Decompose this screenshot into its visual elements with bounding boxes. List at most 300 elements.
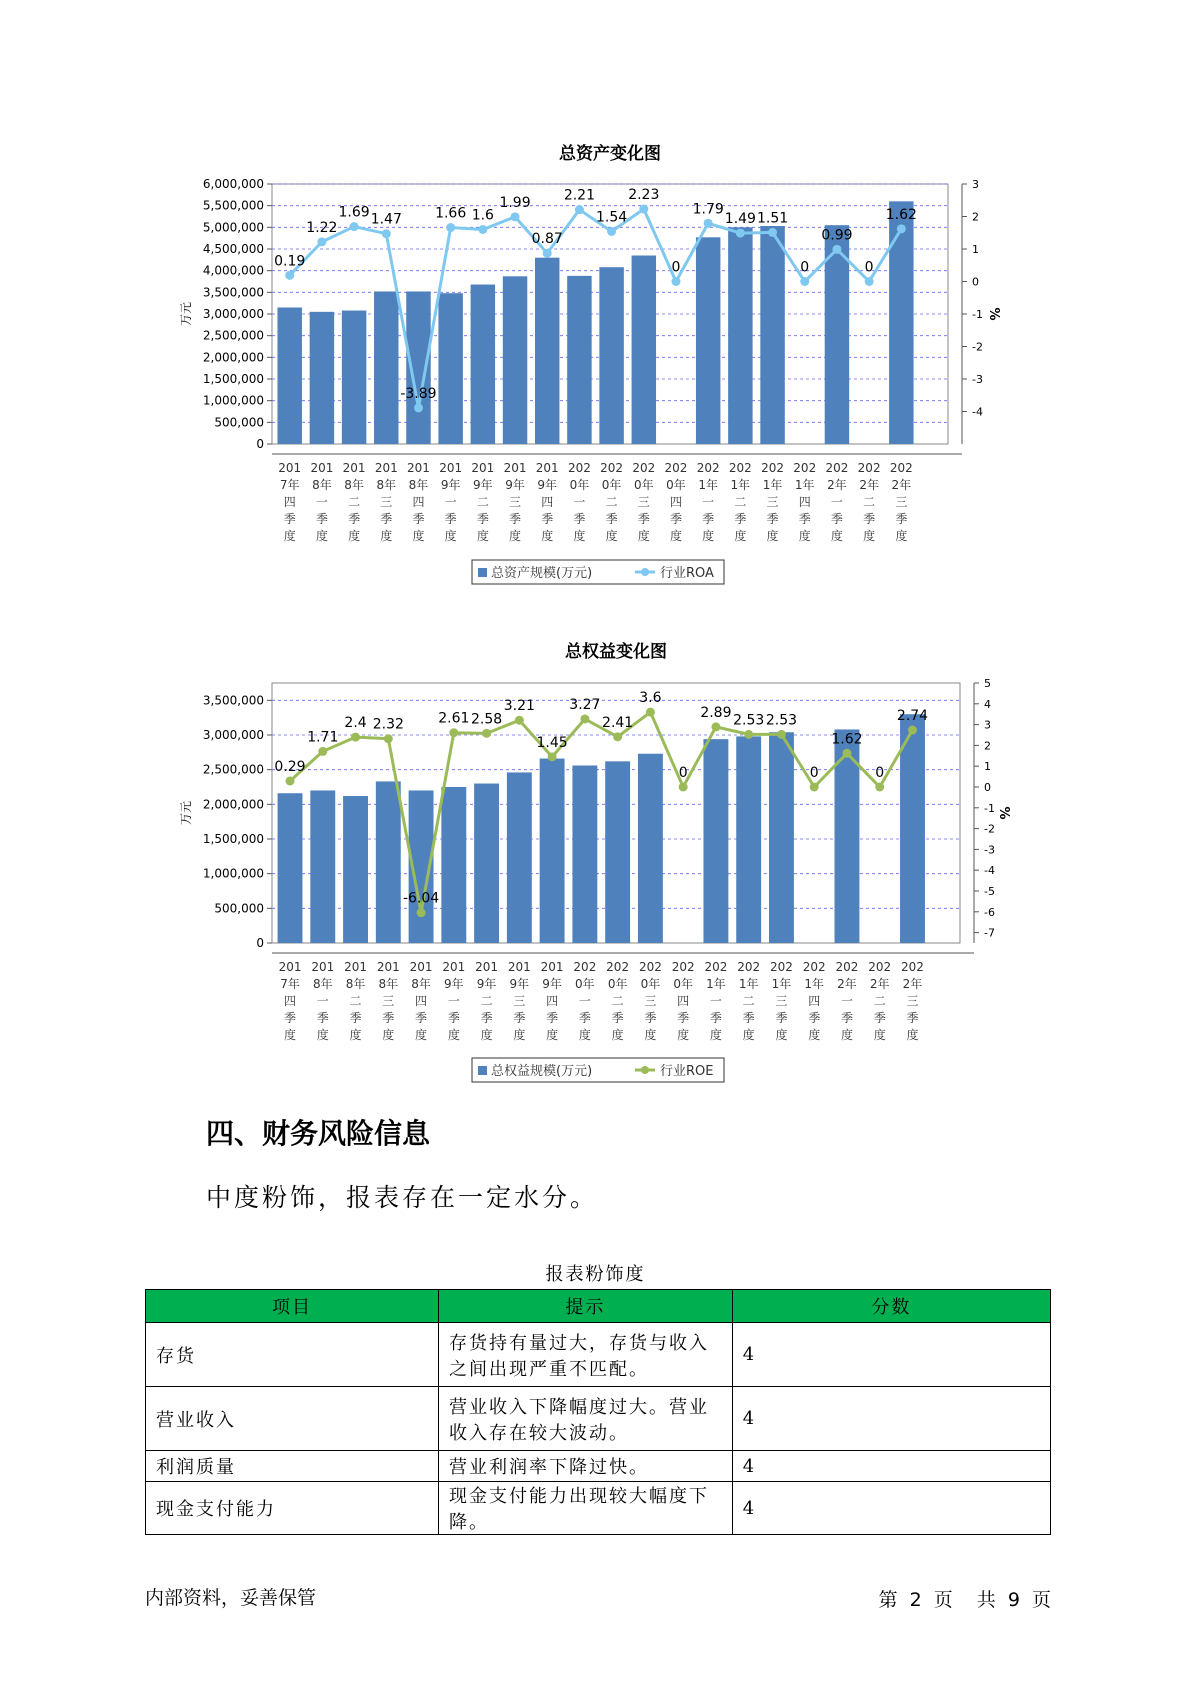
x-tick-label: 度 bbox=[775, 1028, 788, 1042]
bar bbox=[310, 790, 335, 943]
x-tick-label: 季 bbox=[677, 1011, 690, 1025]
x-tick-label: 四 bbox=[284, 994, 297, 1008]
x-tick-label: 0年 bbox=[569, 478, 590, 492]
x-tick-label: 度 bbox=[605, 529, 618, 543]
line-point bbox=[842, 749, 851, 758]
header-hint: 提示 bbox=[439, 1290, 733, 1323]
y2-tick-label: 0 bbox=[984, 781, 991, 794]
x-tick-label: 季 bbox=[873, 1011, 886, 1025]
chart-title: 总资产变化图 bbox=[559, 144, 661, 164]
y2-tick-label: -4 bbox=[972, 405, 983, 419]
data-label: 1.69 bbox=[338, 204, 370, 221]
y-tick-label: 1,500,000 bbox=[202, 372, 264, 386]
data-label: 1.22 bbox=[306, 219, 338, 236]
x-tick-label: 四 bbox=[669, 495, 682, 509]
x-tick-label: 度 bbox=[573, 529, 586, 543]
x-tick-label: 7年 bbox=[279, 478, 300, 492]
data-label: 2.41 bbox=[602, 714, 634, 731]
x-tick-label: 季 bbox=[605, 512, 618, 526]
table-row bbox=[146, 1387, 1051, 1451]
line-point bbox=[417, 908, 426, 917]
x-tick-label: 季 bbox=[895, 512, 908, 526]
y2-tick-label: 5 bbox=[984, 677, 991, 690]
y-tick-label: 3,500,000 bbox=[202, 285, 264, 300]
line-point bbox=[865, 277, 874, 286]
data-label: 1.99 bbox=[499, 194, 531, 211]
x-tick-label: 2年 bbox=[869, 977, 890, 991]
bar bbox=[438, 293, 462, 444]
y2-tick-label: -6 bbox=[984, 905, 995, 919]
x-tick-label: 三 bbox=[775, 994, 788, 1008]
line-point bbox=[575, 205, 584, 214]
y-axis-label: 万元 bbox=[179, 301, 193, 327]
line-point bbox=[711, 722, 720, 731]
data-label: 2.23 bbox=[628, 187, 660, 204]
table-row bbox=[146, 1482, 1051, 1535]
x-tick-label: 度 bbox=[644, 1028, 657, 1042]
x-tick-label: 201 bbox=[311, 960, 335, 974]
bar bbox=[471, 285, 495, 444]
x-tick-label: 季 bbox=[380, 512, 393, 526]
line-point bbox=[285, 271, 294, 280]
bar bbox=[474, 784, 499, 943]
x-tick-label: 度 bbox=[578, 1028, 591, 1042]
line-point bbox=[580, 714, 589, 723]
x-tick-label: 201 bbox=[407, 461, 430, 475]
x-tick-label: 202 bbox=[857, 461, 881, 475]
line-point bbox=[768, 228, 777, 237]
data-label: 1.66 bbox=[435, 205, 467, 222]
x-tick-label: 三 bbox=[644, 994, 657, 1008]
x-tick-label: 度 bbox=[348, 529, 361, 543]
x-tick-label: 一 bbox=[840, 994, 853, 1008]
data-label: 2.61 bbox=[438, 710, 470, 727]
x-tick-label: 四 bbox=[798, 495, 811, 509]
y2-tick-label: 1 bbox=[972, 243, 979, 256]
data-label: 0 bbox=[875, 765, 885, 781]
x-tick-label: 度 bbox=[316, 1028, 329, 1042]
data-label: 0 bbox=[678, 765, 688, 781]
x-tick-label: 9年 bbox=[476, 977, 497, 991]
data-label: 0.29 bbox=[274, 758, 306, 775]
x-tick-label: 四 bbox=[546, 994, 559, 1008]
total-unit: 页 bbox=[1031, 1589, 1051, 1611]
x-tick-label: 202 bbox=[696, 461, 720, 475]
line-point bbox=[897, 224, 906, 233]
x-tick-label: 202 bbox=[704, 960, 728, 974]
line-point bbox=[875, 783, 884, 792]
x-tick-label: 度 bbox=[412, 529, 425, 543]
y-tick-label: 0 bbox=[256, 437, 264, 451]
x-tick-label: 201 bbox=[540, 960, 564, 974]
data-label: 3.6 bbox=[639, 690, 662, 707]
x-tick-label: 二 bbox=[605, 495, 618, 509]
x-tick-label: 8年 bbox=[408, 478, 429, 492]
x-tick-label: 四 bbox=[415, 994, 428, 1008]
x-tick-label: 二 bbox=[742, 994, 755, 1008]
line-point bbox=[646, 708, 655, 717]
line-point bbox=[515, 716, 524, 725]
x-tick-label: 度 bbox=[702, 529, 715, 543]
x-tick-label: 二 bbox=[611, 994, 624, 1008]
x-tick-label: 度 bbox=[742, 1028, 755, 1042]
data-label: 0.99 bbox=[821, 227, 853, 244]
x-tick-label: 季 bbox=[349, 1011, 362, 1025]
bar bbox=[703, 739, 728, 943]
x-tick-label: 202 bbox=[825, 461, 849, 475]
x-tick-label: 一 bbox=[709, 994, 722, 1008]
data-label: 0 bbox=[864, 259, 874, 276]
data-label: 1.79 bbox=[692, 201, 724, 218]
x-tick-label: 一 bbox=[315, 495, 328, 509]
x-tick-label: 202 bbox=[901, 960, 924, 974]
line-point bbox=[446, 223, 455, 232]
x-tick-label: 202 bbox=[761, 461, 785, 475]
bar bbox=[342, 311, 366, 444]
risk-summary: 中度粉饰，报表存在一定水分。 bbox=[206, 1183, 599, 1212]
y-tick-label: 3,000,000 bbox=[202, 307, 264, 321]
x-tick-label: 度 bbox=[444, 529, 457, 543]
x-tick-label: 一 bbox=[444, 495, 457, 509]
x-tick-label: 202 bbox=[793, 461, 817, 475]
x-tick-label: 季 bbox=[775, 1011, 788, 1025]
x-tick-label: 三 bbox=[766, 495, 779, 509]
x-tick-label: 202 bbox=[868, 960, 892, 974]
bar bbox=[376, 781, 401, 943]
y-tick-label: 1,000,000 bbox=[202, 866, 264, 881]
x-tick-label: 7年 bbox=[280, 977, 300, 991]
x-tick-label: 二 bbox=[476, 495, 489, 509]
total-equity-chart bbox=[0, 630, 1191, 1090]
x-tick-label: 度 bbox=[766, 529, 779, 543]
x-tick-label: 季 bbox=[840, 1011, 853, 1025]
bar bbox=[728, 227, 752, 444]
x-tick-label: 0年 bbox=[607, 977, 628, 991]
x-tick-label: 度 bbox=[284, 1028, 297, 1042]
row-item: 营业收入 bbox=[146, 1387, 439, 1451]
x-tick-label: 202 bbox=[728, 461, 752, 475]
line-point bbox=[908, 726, 917, 735]
y-tick-label: 4,000,000 bbox=[202, 263, 264, 278]
x-tick-label: 202 bbox=[664, 461, 688, 475]
x-tick-label: 201 bbox=[409, 960, 433, 974]
y2-tick-label: 1 bbox=[984, 760, 991, 774]
line-point bbox=[350, 222, 359, 231]
y2-tick-label: -1 bbox=[972, 308, 983, 321]
x-tick-label: 1年 bbox=[730, 478, 751, 492]
x-tick-label: 2年 bbox=[859, 478, 879, 492]
row-hint: 营业收入下降幅度过大。营业收入存在较大波动。 bbox=[439, 1387, 733, 1451]
line-point bbox=[382, 229, 391, 238]
x-tick-label: 8年 bbox=[411, 977, 431, 991]
x-tick-label: 度 bbox=[447, 1028, 460, 1042]
x-tick-label: 201 bbox=[471, 461, 495, 475]
y-tick-label: 500,000 bbox=[214, 415, 264, 430]
x-tick-label: 季 bbox=[412, 512, 425, 526]
x-tick-label: 201 bbox=[344, 960, 367, 974]
x-tick-label: 202 bbox=[737, 960, 761, 974]
x-tick-label: 201 bbox=[278, 461, 302, 475]
x-tick-label: 三 bbox=[906, 994, 919, 1008]
x-tick-label: 202 bbox=[567, 461, 591, 475]
x-tick-label: 度 bbox=[895, 529, 908, 543]
data-label: 2.89 bbox=[700, 704, 732, 721]
bar bbox=[278, 793, 303, 943]
x-tick-label: 一 bbox=[316, 994, 329, 1008]
x-tick-label: 1年 bbox=[762, 478, 783, 492]
x-tick-label: 季 bbox=[578, 1011, 591, 1025]
line-point bbox=[543, 249, 552, 258]
y-tick-label: 5,500,000 bbox=[202, 198, 264, 213]
x-tick-label: 9年 bbox=[537, 478, 558, 492]
x-tick-label: 1年 bbox=[698, 478, 719, 492]
line-point bbox=[449, 728, 458, 737]
x-tick-label: 度 bbox=[283, 529, 296, 543]
data-label: 2.53 bbox=[765, 712, 798, 729]
x-tick-label: 度 bbox=[734, 529, 747, 543]
page-prefix: 第 bbox=[878, 1589, 898, 1611]
y2-tick-label: -3 bbox=[984, 843, 995, 857]
line-point bbox=[777, 730, 786, 739]
x-tick-label: 8年 bbox=[312, 977, 333, 991]
x-tick-label: 1年 bbox=[738, 977, 759, 991]
x-tick-label: 季 bbox=[315, 512, 328, 526]
line-point bbox=[744, 730, 753, 739]
x-tick-label: 度 bbox=[541, 529, 554, 543]
x-tick-label: 二 bbox=[348, 495, 361, 509]
x-tick-label: 季 bbox=[348, 512, 361, 526]
row-hint: 营业利润率下降过快。 bbox=[439, 1451, 733, 1482]
x-tick-label: 度 bbox=[382, 1028, 395, 1042]
line-point bbox=[414, 403, 423, 412]
y2-tick-label: 0 bbox=[972, 275, 979, 289]
x-tick-label: 四 bbox=[541, 495, 554, 509]
x-tick-label: 202 bbox=[769, 960, 793, 974]
y2-tick-label: -4 bbox=[984, 864, 995, 878]
line-point bbox=[286, 776, 295, 785]
x-tick-label: 0年 bbox=[673, 977, 693, 991]
table-row bbox=[146, 1451, 1051, 1482]
page-unit: 页 bbox=[933, 1589, 953, 1611]
x-tick-label: 季 bbox=[808, 1011, 821, 1025]
x-tick-label: 度 bbox=[669, 529, 682, 543]
bar bbox=[638, 754, 663, 943]
x-tick-label: 季 bbox=[283, 512, 296, 526]
x-tick-label: 度 bbox=[315, 529, 328, 543]
table-caption: 报表粉饰度 bbox=[545, 1264, 646, 1285]
x-tick-label: 四 bbox=[283, 495, 296, 509]
y-tick-label: 3,500,000 bbox=[202, 693, 264, 708]
x-tick-label: 202 bbox=[632, 461, 656, 475]
data-label: 1.49 bbox=[724, 211, 756, 228]
x-tick-label: 季 bbox=[766, 512, 779, 526]
x-tick-label: 202 bbox=[671, 960, 695, 974]
line-point bbox=[613, 732, 622, 741]
bar bbox=[769, 732, 794, 943]
x-tick-label: 季 bbox=[669, 512, 682, 526]
line-point bbox=[482, 729, 491, 738]
legend-line-label: 行业ROE bbox=[660, 1064, 714, 1079]
x-tick-label: 9年 bbox=[505, 478, 525, 492]
data-label: 3.27 bbox=[569, 696, 601, 713]
bar bbox=[540, 759, 565, 943]
x-tick-label: 度 bbox=[509, 529, 522, 543]
x-tick-label: 201 bbox=[374, 461, 398, 475]
table-row bbox=[146, 1323, 1051, 1387]
x-tick-label: 度 bbox=[863, 529, 876, 543]
x-tick-label: 度 bbox=[840, 1028, 853, 1042]
legend-bar-swatch bbox=[478, 568, 487, 577]
x-tick-label: 9年 bbox=[473, 478, 493, 492]
x-tick-label: 度 bbox=[808, 1028, 821, 1042]
row-hint: 存货持有量过大，存货与收入之间出现严重不匹配。 bbox=[439, 1323, 733, 1387]
x-tick-label: 201 bbox=[503, 461, 527, 475]
row-score: 4 bbox=[732, 1451, 1050, 1482]
data-label: 2.32 bbox=[372, 716, 404, 733]
row-item: 存货 bbox=[146, 1323, 439, 1387]
bar bbox=[374, 291, 398, 444]
x-tick-label: 二 bbox=[349, 994, 362, 1008]
x-tick-label: 季 bbox=[509, 512, 522, 526]
x-tick-label: 2年 bbox=[837, 977, 857, 991]
y-tick-label: 1,000,000 bbox=[202, 393, 264, 408]
y-tick-label: 4,500,000 bbox=[202, 242, 264, 256]
x-tick-label: 0年 bbox=[601, 478, 622, 492]
x-tick-label: 季 bbox=[284, 1011, 297, 1025]
x-tick-label: 季 bbox=[709, 1011, 722, 1025]
legend-bar-label: 总资产规模(万元) bbox=[491, 566, 593, 581]
y-tick-label: 2,000,000 bbox=[202, 797, 264, 812]
x-tick-label: 度 bbox=[798, 529, 811, 543]
bar bbox=[277, 308, 301, 445]
bar bbox=[889, 201, 913, 444]
y2-axis-label: % bbox=[986, 307, 1001, 321]
section-heading: 四、财务风险信息 bbox=[206, 1117, 431, 1150]
bar bbox=[605, 761, 630, 943]
bar bbox=[736, 736, 761, 943]
legend-bar-swatch bbox=[478, 1066, 487, 1075]
line-point bbox=[671, 277, 680, 286]
x-tick-label: 二 bbox=[480, 994, 493, 1008]
x-tick-label: 四 bbox=[808, 994, 821, 1008]
y-tick-label: 0 bbox=[256, 936, 264, 950]
x-tick-label: 8年 bbox=[345, 977, 366, 991]
x-tick-label: 二 bbox=[873, 994, 886, 1008]
x-tick-label: 季 bbox=[573, 512, 586, 526]
bar bbox=[441, 787, 466, 943]
x-tick-label: 202 bbox=[606, 960, 630, 974]
x-tick-label: 三 bbox=[895, 495, 908, 509]
x-tick-label: 三 bbox=[509, 495, 522, 509]
x-tick-label: 三 bbox=[513, 994, 526, 1008]
data-label: 1.6 bbox=[471, 207, 494, 224]
x-tick-label: 2年 bbox=[902, 977, 923, 991]
line-point bbox=[736, 229, 745, 238]
header-score: 分数 bbox=[732, 1290, 1050, 1323]
bar bbox=[310, 312, 334, 444]
x-tick-label: 8年 bbox=[344, 478, 364, 492]
x-tick-label: 2年 bbox=[891, 478, 912, 492]
page-indicator bbox=[879, 1585, 1051, 1612]
x-tick-label: 0年 bbox=[633, 478, 654, 492]
y-tick-label: 3,000,000 bbox=[202, 728, 264, 742]
line-point bbox=[639, 205, 648, 214]
line-point bbox=[317, 237, 326, 246]
x-tick-label: 度 bbox=[709, 1028, 722, 1042]
x-tick-label: 9年 bbox=[444, 977, 464, 991]
bar bbox=[507, 772, 532, 943]
x-tick-label: 201 bbox=[535, 461, 559, 475]
x-tick-label: 202 bbox=[600, 461, 624, 475]
y-tick-label: 2,500,000 bbox=[202, 762, 264, 777]
x-tick-label: 季 bbox=[546, 1011, 559, 1025]
bar bbox=[760, 226, 784, 444]
bar bbox=[599, 267, 623, 444]
bar bbox=[535, 258, 559, 444]
x-tick-label: 9年 bbox=[509, 977, 530, 991]
data-label: 0.19 bbox=[274, 253, 306, 270]
x-tick-label: 季 bbox=[541, 512, 554, 526]
y-axis-label: 万元 bbox=[179, 800, 193, 826]
data-label: 1.71 bbox=[307, 729, 339, 746]
x-tick-label: 0年 bbox=[575, 977, 595, 991]
data-label: 3.21 bbox=[503, 698, 535, 715]
y-tick-label: 6,000,000 bbox=[202, 177, 264, 191]
data-label: 2.21 bbox=[563, 187, 596, 204]
y-tick-label: 2,000,000 bbox=[202, 350, 264, 365]
x-tick-label: 季 bbox=[644, 1011, 657, 1025]
x-tick-label: 度 bbox=[380, 529, 393, 543]
x-tick-label: 1年 bbox=[794, 478, 815, 492]
legend-line-marker bbox=[641, 1066, 649, 1074]
legend-line-marker bbox=[641, 568, 649, 576]
x-tick-label: 季 bbox=[863, 512, 876, 526]
x-tick-label: 202 bbox=[573, 960, 597, 974]
total-pages: 9 bbox=[1007, 1589, 1020, 1611]
bar bbox=[343, 796, 368, 943]
y-tick-label: 1,500,000 bbox=[202, 832, 264, 846]
x-tick-label: 2年 bbox=[827, 478, 847, 492]
x-tick-label: 一 bbox=[573, 495, 586, 509]
bar bbox=[696, 237, 720, 444]
data-label: 2.4 bbox=[344, 715, 367, 732]
x-tick-label: 度 bbox=[906, 1028, 919, 1042]
x-tick-label: 1年 bbox=[706, 977, 726, 991]
x-tick-label: 季 bbox=[476, 512, 489, 526]
row-score: 4 bbox=[732, 1387, 1050, 1451]
legend-line-label: 行业ROA bbox=[660, 566, 714, 581]
data-label: 0 bbox=[809, 765, 819, 781]
x-tick-label: 二 bbox=[863, 495, 876, 509]
data-label: -6.04 bbox=[402, 890, 440, 907]
x-tick-label: 度 bbox=[480, 1028, 493, 1042]
y2-tick-label: -1 bbox=[984, 801, 995, 815]
x-tick-label: 季 bbox=[513, 1011, 526, 1025]
x-tick-label: 四 bbox=[412, 495, 425, 509]
y2-tick-label: -2 bbox=[984, 822, 995, 836]
page-number: 2 bbox=[909, 1589, 922, 1611]
y2-tick-label: -7 bbox=[984, 926, 995, 940]
x-tick-label: 0年 bbox=[666, 478, 686, 492]
bar bbox=[572, 766, 597, 943]
x-tick-label: 度 bbox=[611, 1028, 624, 1042]
data-label: 2.74 bbox=[896, 708, 929, 725]
row-score: 4 bbox=[732, 1482, 1050, 1535]
x-tick-label: 202 bbox=[889, 461, 913, 475]
x-tick-label: 季 bbox=[798, 512, 811, 526]
y2-tick-label: -3 bbox=[972, 373, 983, 386]
y2-tick-label: 2 bbox=[972, 210, 979, 224]
